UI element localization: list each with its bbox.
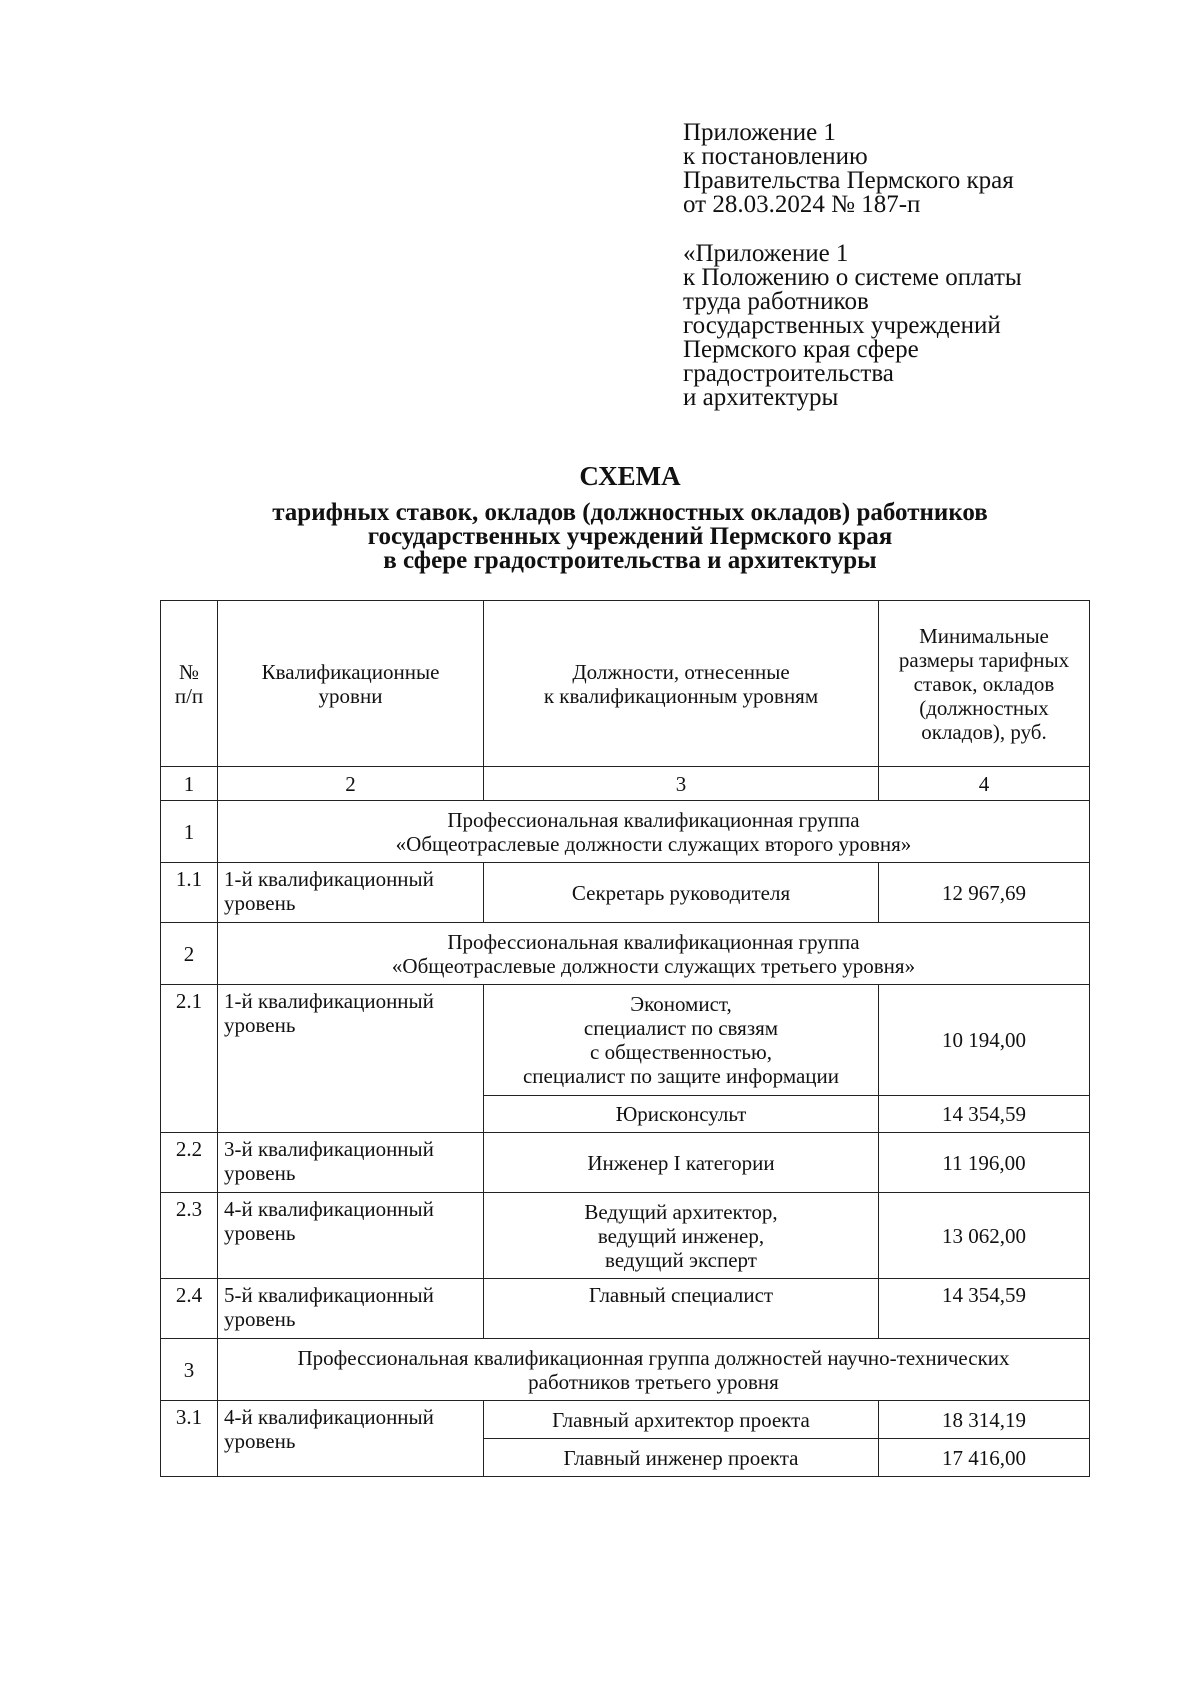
- row-num: 3.1: [161, 1401, 218, 1477]
- row-level: 4-й квалификационный уровень: [218, 1193, 484, 1279]
- table-header-row: [161, 601, 1090, 767]
- column-number: 1: [161, 767, 218, 801]
- appendix-header-line: Приложение 1: [683, 119, 836, 146]
- document-subtitle-line: в сфере градостроительства и архитектуры: [383, 547, 877, 574]
- appendix-reference-line: к Положению о системе оплаты: [683, 264, 1022, 291]
- salary-table: [160, 600, 1090, 1477]
- table-row: [161, 985, 1090, 1096]
- group-row: [161, 923, 1090, 985]
- document-subtitle-line: государственных учреждений Пермского края: [367, 523, 893, 550]
- row-level: 1-й квалификационный уровень: [218, 985, 484, 1133]
- group-num: 1: [161, 801, 218, 863]
- document-title: СХЕМА: [579, 461, 681, 491]
- row-num: 1.1: [161, 863, 218, 923]
- table-row: [161, 1133, 1090, 1193]
- column-number: 3: [484, 767, 879, 801]
- appendix-header-line: от 28.03.2024 № 187-п: [683, 191, 921, 218]
- row-level: 5-й квалификационный уровень: [218, 1279, 484, 1339]
- appendix-reference-line: Пермского края сфере: [683, 336, 919, 363]
- table-row: [161, 1279, 1090, 1339]
- row-position: Инженер I категории: [484, 1133, 879, 1193]
- header-salary: Минимальные размеры тарифных ставок, окладов (должностных окладов), руб.: [879, 601, 1090, 767]
- table-row: [161, 1401, 1090, 1439]
- row-salary: 11 196,00: [879, 1133, 1090, 1193]
- appendix-header-line: Правительства Пермского края: [683, 167, 1014, 194]
- header-num: № п/п: [161, 601, 218, 767]
- appendix-reference: [683, 242, 1022, 410]
- appendix-reference-line: и архитектуры: [683, 384, 839, 411]
- row-num: 2.1: [161, 985, 218, 1133]
- row-level: 1-й квалификационный уровень: [218, 863, 484, 923]
- document-subtitle-line: тарифных ставок, окладов (должностных окладов) работников: [272, 499, 988, 526]
- group-num: 2: [161, 923, 218, 985]
- column-number: 2: [218, 767, 484, 801]
- table-row: [161, 863, 1090, 923]
- row-salary: 13 062,00: [879, 1193, 1090, 1279]
- appendix-reference-line: государственных учреждений: [683, 312, 1001, 339]
- appendix-header: [683, 121, 1014, 217]
- header-positions: Должности, отнесенные к квалификационным уровням: [484, 601, 879, 767]
- row-salary: 10 194,00: [879, 985, 1090, 1096]
- row-salary: 12 967,69: [879, 863, 1090, 923]
- header-levels: Квалификационные уровни: [218, 601, 484, 767]
- group-num: 3: [161, 1339, 218, 1401]
- row-salary: 14 354,59: [879, 1279, 1090, 1339]
- table-row: [161, 1193, 1090, 1279]
- row-position: Ведущий архитектор, ведущий инженер, ведущий эксперт: [484, 1193, 879, 1279]
- appendix-reference-line: труда работников: [683, 288, 869, 315]
- group-name: Профессиональная квалификационная группа «Общеотраслевые должности служащих второго уровня»: [218, 801, 1090, 863]
- column-number: 4: [879, 767, 1090, 801]
- row-position: Секретарь руководителя: [484, 863, 879, 923]
- row-salary: 18 314,19: [879, 1401, 1090, 1439]
- row-position: Главный специалист: [484, 1279, 879, 1339]
- appendix-reference-line: «Приложение 1: [683, 240, 849, 267]
- group-name: Профессиональная квалификационная группа должностей научно-технических работников третьего уровня: [218, 1339, 1090, 1401]
- row-num: 2.4: [161, 1279, 218, 1339]
- appendix-header-line: к постановлению: [683, 143, 868, 170]
- group-row: [161, 1339, 1090, 1401]
- row-num: 2.2: [161, 1133, 218, 1193]
- row-position: Главный архитектор проекта: [484, 1401, 879, 1439]
- document-subtitle: [0, 501, 1200, 573]
- row-salary: 14 354,59: [879, 1096, 1090, 1133]
- row-salary: 17 416,00: [879, 1439, 1090, 1477]
- row-num: 2.3: [161, 1193, 218, 1279]
- row-position: Юрисконсульт: [484, 1096, 879, 1133]
- row-position: Экономист, специалист по связям с общественностью, специалист по защите информации: [484, 985, 879, 1096]
- group-name: Профессиональная квалификационная группа «Общеотраслевые должности служащих третьего уровня»: [218, 923, 1090, 985]
- row-level: 4-й квалификационный уровень: [218, 1401, 484, 1477]
- group-row: [161, 801, 1090, 863]
- appendix-reference-line: градостроительства: [683, 360, 894, 387]
- row-level: 3-й квалификационный уровень: [218, 1133, 484, 1193]
- row-position: Главный инженер проекта: [484, 1439, 879, 1477]
- column-number-row: [161, 767, 1090, 801]
